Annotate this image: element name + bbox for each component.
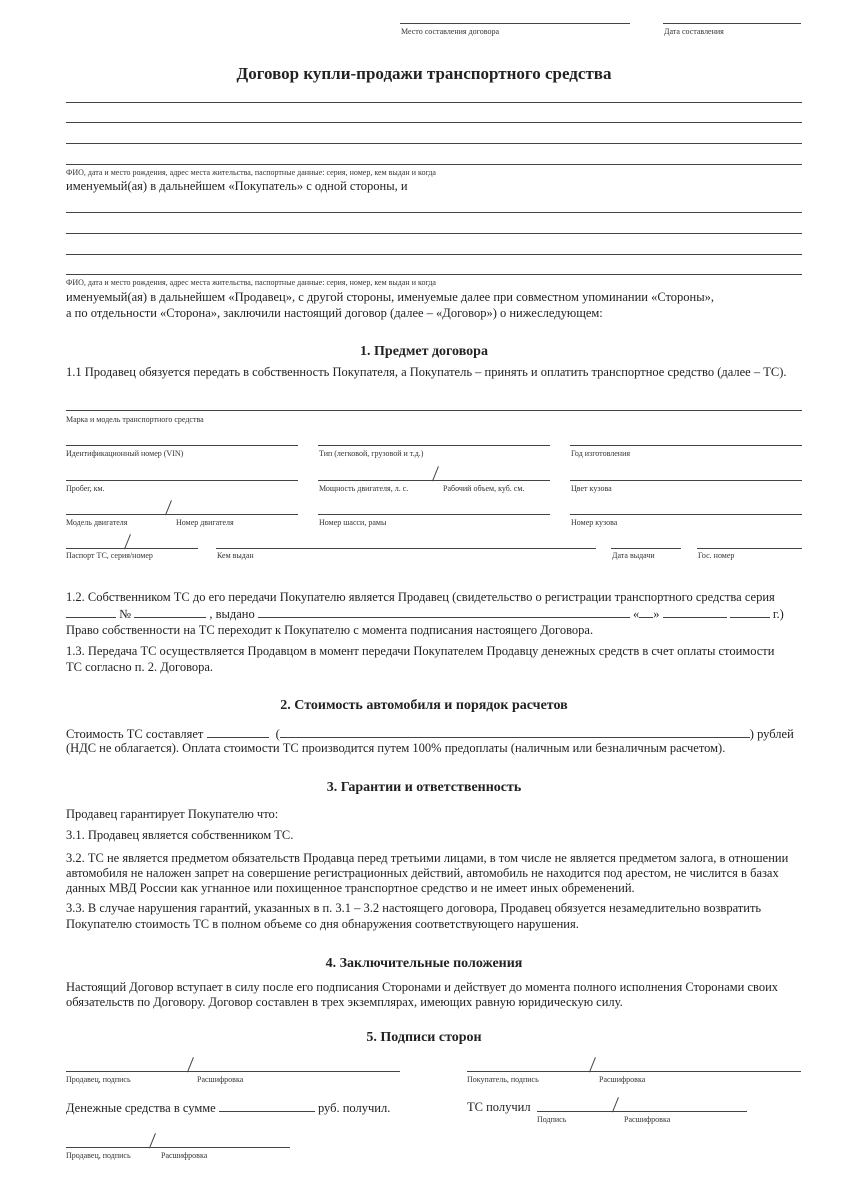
ts-decode-caption: Расшифровка bbox=[624, 1115, 671, 1124]
p1-3-a: 1.3. Передача ТС осуществляется Продавцом в момент передачи Покупателем Продавцу денежных средств в счет оплаты стоимости bbox=[66, 644, 775, 658]
section4-heading: 4. Заключительные положения bbox=[325, 956, 523, 971]
seller-line-1[interactable] bbox=[66, 212, 802, 213]
cert-day-field[interactable] bbox=[639, 606, 653, 618]
buyer-text: именуемый(ая) в дальнейшем «Покупатель» с одной стороны, и bbox=[66, 179, 408, 193]
engine-number-caption: Номер двигателя bbox=[176, 518, 234, 527]
p1-3-b: ТС согласно п. 2. Договора. bbox=[66, 660, 214, 674]
volume-caption: Рабочий объем, куб. см. bbox=[443, 484, 525, 493]
passport-line[interactable] bbox=[66, 548, 198, 549]
buyer-caption: ФИО, дата и место рождения, адрес места жительства, паспортные данные: серия, номер, кем выдан и когда bbox=[66, 168, 436, 177]
buyer-line-1[interactable] bbox=[66, 102, 802, 103]
cost-number-field[interactable] bbox=[207, 726, 269, 738]
power-caption: Мощность двигателя, л. с. bbox=[319, 484, 409, 493]
buyer-line-2[interactable] bbox=[66, 122, 802, 123]
cert-month-field[interactable] bbox=[663, 606, 727, 618]
cert-year-field[interactable] bbox=[730, 606, 770, 618]
ts-signature-line[interactable] bbox=[537, 1111, 747, 1112]
seller-line-2[interactable] bbox=[66, 233, 802, 234]
seller-text-1: именуемый(ая) в дальнейшем «Продавец», с другой стороны, именуемые далее при совместном упоминании «Стороны», bbox=[66, 290, 715, 304]
p1-1: 1.1 Продавец обязуется передать в собственность Покупателя, а Покупатель – принять и оплатить транспортное средство (далее – ТС). bbox=[66, 365, 787, 379]
seller-text-2: а по отдельности «Сторона», заключили настоящий договор (далее – «Договор») о нижеследующем: bbox=[66, 306, 603, 320]
place-line[interactable] bbox=[400, 23, 630, 24]
buyer-line-4[interactable] bbox=[66, 164, 802, 165]
p3-3-a: 3.3. В случае нарушения гарантий, указанных в п. 3.1 – 3.2 настоящего договора, Продавец обязуется незамедлительно возвратить bbox=[66, 901, 762, 915]
buyer-decode-caption: Расшифровка bbox=[599, 1075, 646, 1084]
year-line[interactable] bbox=[570, 445, 802, 446]
p3-1: 3.1. Продавец является собственником ТС. bbox=[66, 828, 294, 842]
gos-number-caption: Гос. номер bbox=[698, 551, 735, 560]
p3-2-b: автомобиля не наложен запрет на совершение регистрационных действий, автомобиль не находится под арестом, не числится в базах bbox=[66, 866, 779, 880]
seller-decode-caption-2: Расшифровка bbox=[161, 1151, 208, 1160]
seller-sign-caption: Продавец, подпись bbox=[66, 1075, 131, 1084]
section3-heading: 3. Гарантии и ответственность bbox=[326, 780, 522, 795]
p3-intro: Продавец гарантирует Покупателю что: bbox=[66, 807, 279, 821]
p1-2-row bbox=[66, 606, 784, 622]
issued-label: , выдано bbox=[209, 607, 255, 621]
p1-2-a: 1.2. Собственником ТС до его передачи Покупателю является Продавец (свидетельство о регистрации транспортного средства серия bbox=[66, 590, 775, 604]
brand-model-line[interactable] bbox=[66, 410, 802, 411]
issue-date-line[interactable] bbox=[611, 548, 681, 549]
section2-heading: 2. Стоимость автомобиля и порядок расчетов bbox=[280, 698, 568, 713]
issued-by-line[interactable] bbox=[216, 548, 596, 549]
quote-close: » bbox=[653, 607, 660, 621]
issue-date-caption: Дата выдачи bbox=[612, 551, 655, 560]
date-line[interactable] bbox=[663, 23, 801, 24]
no-sign: № bbox=[119, 607, 132, 621]
mileage-line[interactable] bbox=[66, 480, 298, 481]
open-paren: ( bbox=[275, 727, 280, 741]
rub-label: ) рублей bbox=[749, 727, 794, 741]
mileage-caption: Пробег, км. bbox=[66, 484, 105, 493]
section1-heading: 1. Предмет договора bbox=[360, 344, 488, 359]
ts-label: ТС получил bbox=[467, 1100, 531, 1114]
p2-b: (НДС не облагается). Оплата стоимости ТС производится путем 100% предоплаты (наличным или безналичным расчетом). bbox=[66, 741, 726, 755]
power-volume-line[interactable] bbox=[318, 480, 550, 481]
body-number-line[interactable] bbox=[570, 514, 802, 515]
engine-line[interactable] bbox=[66, 514, 298, 515]
p3-2-c: данных МВД России как угнанное или похищенное транспортное средство и не имеет иных обременений. bbox=[66, 881, 635, 895]
seller-line-3[interactable] bbox=[66, 254, 802, 255]
chassis-caption: Номер шасси, рамы bbox=[319, 518, 387, 527]
place-caption: Место составления договора bbox=[401, 27, 500, 36]
color-line[interactable] bbox=[570, 480, 802, 481]
year-suffix: г.) bbox=[772, 607, 784, 621]
page-title: Договор купли-продажи транспортного средства bbox=[236, 64, 612, 83]
buyer-signature-line[interactable] bbox=[467, 1071, 801, 1072]
seller-signature-line[interactable] bbox=[66, 1071, 400, 1072]
type-caption: Тип (легковой, грузовой и т.д.) bbox=[319, 449, 424, 458]
section5-heading: 5. Подписи сторон bbox=[366, 1030, 482, 1045]
body-number-caption: Номер кузова bbox=[571, 518, 618, 527]
ts-sign-caption: Подпись bbox=[537, 1115, 567, 1124]
brand-model-caption: Марка и модель транспортного средства bbox=[66, 415, 204, 424]
p3-3-b: Покупателю стоимость ТС в полном объеме со дня обнаружения соответствующего нарушения. bbox=[66, 917, 579, 931]
chassis-line[interactable] bbox=[318, 514, 550, 515]
seller-signature-line-2[interactable] bbox=[66, 1147, 290, 1148]
seller-sign-caption-2: Продавец, подпись bbox=[66, 1151, 131, 1160]
buyer-sign-caption: Покупатель, подпись bbox=[467, 1075, 539, 1084]
money-label: Денежные средства в сумме bbox=[66, 1101, 216, 1115]
issued-by-caption: Кем выдан bbox=[217, 551, 254, 560]
p4-b: обязательств по Договору. Договор составлен в трех экземплярах, имеющих равную юридическую силу. bbox=[66, 995, 623, 1009]
engine-model-caption: Модель двигателя bbox=[66, 518, 128, 527]
date-caption: Дата составления bbox=[664, 27, 724, 36]
vin-caption: Идентификационный номер (VIN) bbox=[66, 449, 184, 458]
year-caption: Год изготовления bbox=[571, 449, 631, 458]
passport-caption: Паспорт ТС, серия/номер bbox=[66, 551, 153, 560]
cost-words-field[interactable] bbox=[280, 726, 750, 738]
seller-caption: ФИО, дата и место рождения, адрес места жительства, паспортные данные: серия, номер, кем выдан и когда bbox=[66, 278, 436, 287]
seller-line-4[interactable] bbox=[66, 274, 802, 275]
p4-a: Настоящий Договор вступает в силу после его подписания Сторонами и действует до момента полного исполнения Сторонами своих bbox=[66, 980, 779, 994]
quote-open: « bbox=[632, 607, 640, 621]
cert-issuer-field[interactable] bbox=[258, 606, 630, 618]
vin-line[interactable] bbox=[66, 445, 298, 446]
gos-number-line[interactable] bbox=[697, 548, 802, 549]
type-line[interactable] bbox=[318, 445, 550, 446]
cost-row bbox=[66, 726, 794, 742]
money-suffix: руб. получил. bbox=[317, 1101, 391, 1115]
seller-decode-caption: Расшифровка bbox=[197, 1075, 244, 1084]
money-row bbox=[66, 1100, 390, 1116]
cost-label: Стоимость ТС составляет bbox=[66, 727, 204, 741]
money-amount-field[interactable] bbox=[219, 1100, 315, 1112]
cert-series-field[interactable] bbox=[66, 606, 116, 618]
buyer-line-3[interactable] bbox=[66, 143, 802, 144]
p3-2-a: 3.2. ТС не является предметом обязательств Продавца перед третьими лицами, в том числе не является предметом залога, в отношении bbox=[66, 851, 789, 865]
cert-number-field[interactable] bbox=[134, 606, 206, 618]
p1-2-b: Право собственности на ТС переходит к Покупателю с момента подписания настоящего Договора. bbox=[66, 623, 594, 637]
color-caption: Цвет кузова bbox=[571, 484, 612, 493]
